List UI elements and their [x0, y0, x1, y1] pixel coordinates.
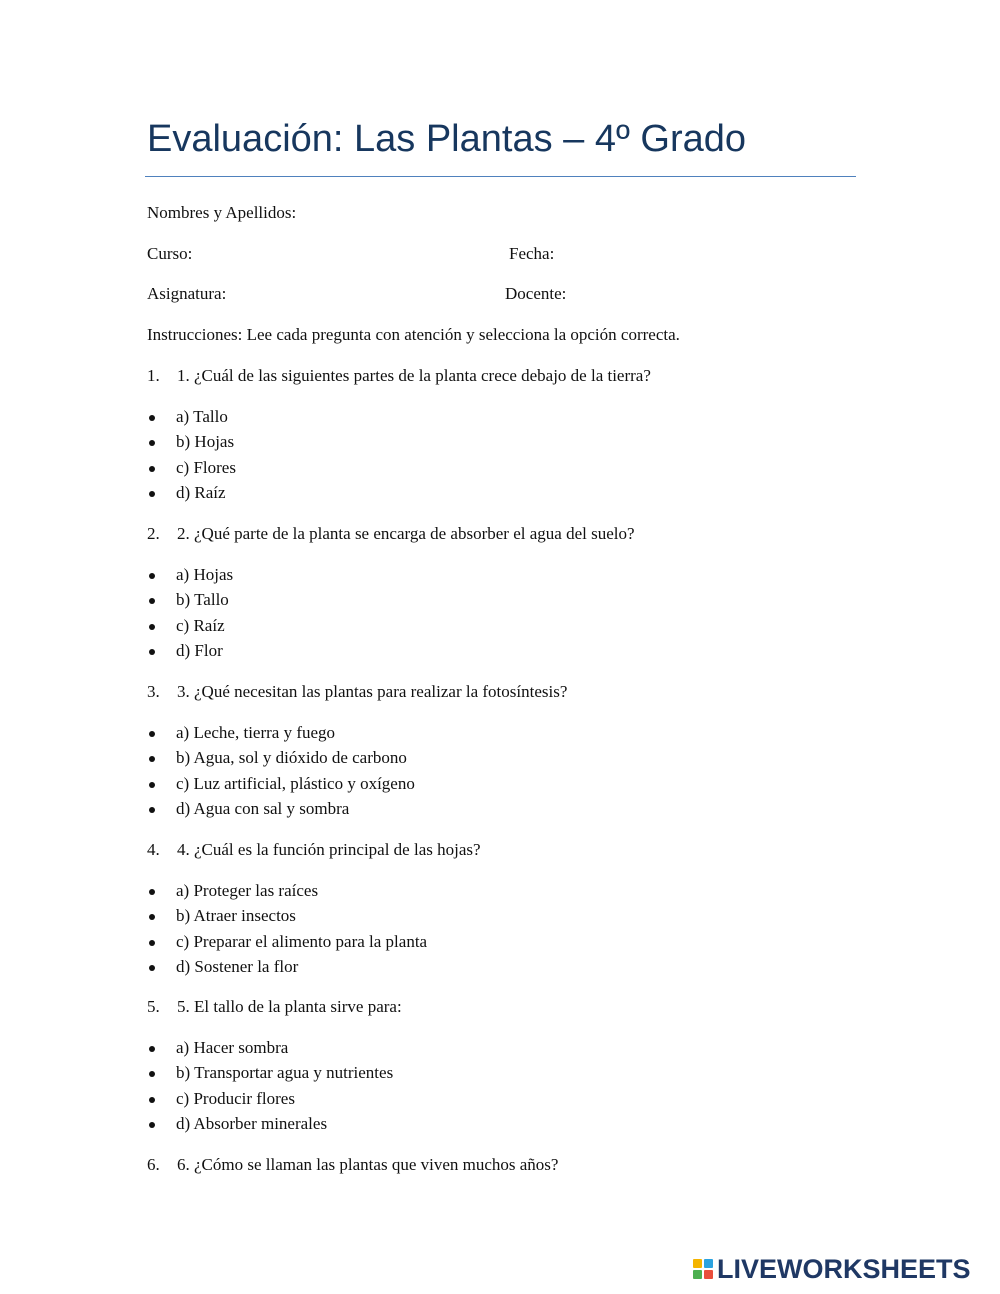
answer-option[interactable]	[0, 748, 1000, 768]
page-title: Evaluación: Las Plantas – 4º Grado	[147, 118, 747, 160]
answer-option-label: a) Hojas	[176, 565, 234, 584]
answer-option-label: d) Agua con sal y sombra	[176, 798, 350, 818]
bullet-icon	[149, 598, 155, 604]
answer-option[interactable]	[0, 1114, 1000, 1134]
bullet-icon	[149, 649, 155, 655]
answer-option[interactable]	[0, 906, 1000, 926]
question-2	[0, 524, 1000, 544]
question-number: 3.	[147, 682, 160, 701]
answer-option-label: c) Luz artificial, plástico y oxígeno	[176, 773, 415, 793]
answer-option-label: a) Proteger las raíces	[176, 881, 319, 900]
bullet-icon	[149, 914, 155, 920]
answer-option-label: b) Hojas	[176, 432, 235, 452]
bullet-icon	[149, 624, 155, 630]
question-5	[0, 997, 1000, 1017]
bullet-icon	[149, 1046, 155, 1052]
question-text: 6. ¿Cómo se llaman las plantas que viven muchos años?	[177, 1155, 559, 1174]
answer-option-label: d) Flor	[176, 640, 223, 660]
question-text: 2. ¿Qué parte de la planta se encarga de absorber el agua del suelo?	[177, 524, 635, 543]
bullet-icon	[149, 440, 155, 446]
question-6	[0, 1155, 1000, 1175]
answer-option-label: a) Tallo	[176, 407, 228, 426]
bullet-icon	[149, 1122, 155, 1128]
title-divider	[145, 176, 856, 177]
question-text: 5. El tallo de la planta sirve para:	[177, 997, 402, 1016]
bullet-icon	[149, 573, 155, 579]
curso-fecha-row	[147, 244, 747, 264]
liveworksheets-logo	[693, 1255, 971, 1283]
answer-option[interactable]	[0, 1038, 1000, 1058]
question-text: 1. ¿Cuál de las siguientes partes de la planta crece debajo de la tierra?	[177, 366, 651, 385]
question-1	[0, 366, 1000, 386]
answer-option[interactable]	[0, 1063, 1000, 1083]
bullet-icon	[149, 466, 155, 472]
answer-option-label: d) Sostener la flor	[176, 956, 299, 976]
question-number: 2.	[147, 524, 160, 543]
bullet-icon	[149, 889, 155, 895]
bullet-icon	[149, 491, 155, 497]
answer-option-label: c) Producir flores	[176, 1088, 295, 1108]
asignatura-label: Asignatura:	[147, 284, 227, 303]
bullet-icon	[149, 807, 155, 813]
bullet-icon	[149, 415, 155, 421]
bullet-icon	[149, 731, 155, 737]
answer-option[interactable]	[0, 432, 1000, 452]
answer-option-label: b) Agua, sol y dióxido de carbono	[176, 748, 407, 768]
bullet-icon	[149, 965, 155, 971]
bullet-icon	[149, 756, 155, 762]
question-text: 3. ¿Qué necesitan las plantas para realizar la fotosíntesis?	[177, 682, 568, 701]
docente-label: Docente:	[505, 284, 567, 303]
answer-option-label: a) Hacer sombra	[176, 1038, 289, 1057]
liveworksheets-logo-icon	[693, 1259, 713, 1279]
logo-text: LIVEWORKSHEETS	[717, 1254, 971, 1284]
answer-option[interactable]	[0, 1089, 1000, 1109]
curso-label: Curso:	[147, 244, 193, 263]
question-number: 5.	[147, 997, 160, 1016]
name-field-label: Nombres y Apellidos:	[147, 203, 297, 222]
answer-option-label: a) Leche, tierra y fuego	[176, 723, 336, 742]
answer-option[interactable]	[0, 565, 1000, 585]
question-text: 4. ¿Cuál es la función principal de las hojas?	[177, 840, 481, 859]
question-number: 4.	[147, 840, 160, 859]
answer-option[interactable]	[0, 407, 1000, 427]
answer-option[interactable]	[0, 932, 1000, 952]
answer-option-label: c) Preparar el alimento para la planta	[176, 931, 428, 951]
question-3	[0, 682, 1000, 702]
answer-option[interactable]	[0, 616, 1000, 636]
instructions: Instrucciones: Lee cada pregunta con atención y selecciona la opción correcta.	[147, 325, 680, 344]
answer-option[interactable]	[0, 641, 1000, 661]
answer-option-label: d) Absorber minerales	[176, 1113, 328, 1133]
question-number: 1.	[147, 366, 160, 385]
answer-option[interactable]	[0, 483, 1000, 503]
answer-option-label: b) Transportar agua y nutrientes	[176, 1063, 394, 1083]
answer-option-label: b) Atraer insectos	[176, 906, 296, 926]
question-number: 6.	[147, 1155, 160, 1174]
fecha-label: Fecha:	[509, 244, 555, 263]
asignatura-docente-row	[147, 284, 747, 304]
answer-option-label: d) Raíz	[176, 482, 226, 502]
bullet-icon	[149, 782, 155, 788]
answer-option-label: c) Flores	[176, 457, 236, 477]
answer-option[interactable]	[0, 881, 1000, 901]
question-4	[0, 840, 1000, 860]
answer-option-label: b) Tallo	[176, 590, 229, 610]
answer-option-label: c) Raíz	[176, 615, 225, 635]
bullet-icon	[149, 1097, 155, 1103]
answer-option[interactable]	[0, 590, 1000, 610]
answer-option[interactable]	[0, 957, 1000, 977]
bullet-icon	[149, 1071, 155, 1077]
bullet-icon	[149, 940, 155, 946]
answer-option[interactable]	[0, 458, 1000, 478]
answer-option[interactable]	[0, 774, 1000, 794]
answer-option[interactable]	[0, 723, 1000, 743]
answer-option[interactable]	[0, 799, 1000, 819]
